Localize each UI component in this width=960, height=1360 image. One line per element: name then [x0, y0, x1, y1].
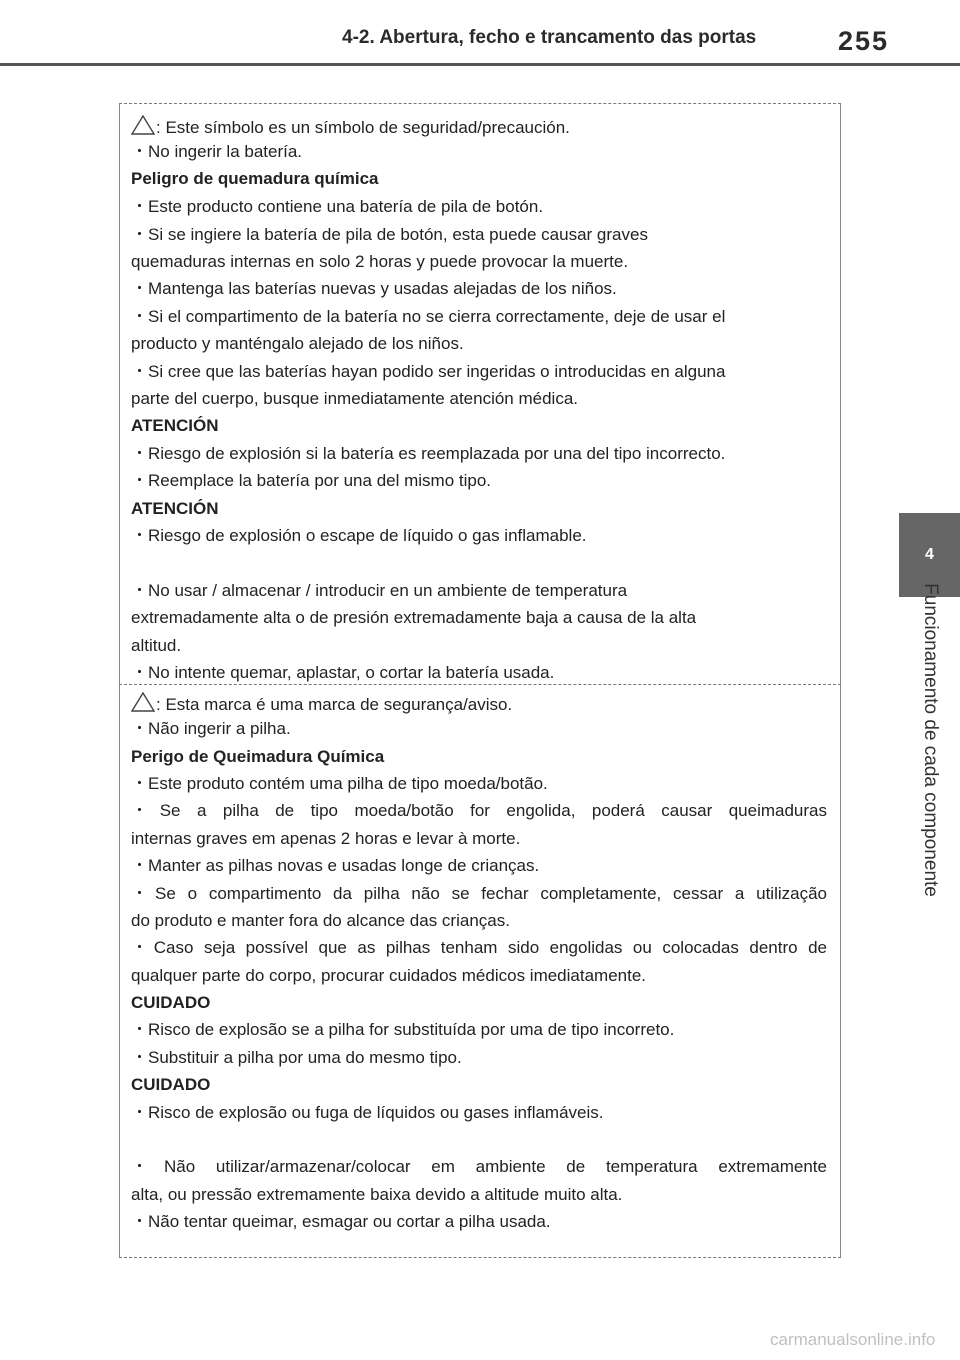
caution-triangle-icon	[131, 115, 155, 140]
list-item: ・Caso seja possível que as pilhas tenham sido engolidas ou colocadas dentro de	[131, 938, 827, 957]
portuguese-symbol-note	[131, 692, 512, 717]
list-item: ・Se a pilha de tipo moeda/botão for engolida, poderá causar queimaduras	[131, 801, 827, 820]
list-item: ・Não tentar queimar, esmagar ou cortar a pilha usada.	[131, 1212, 551, 1231]
section-heading: CUIDADO	[131, 993, 211, 1012]
list-item: ・No ingerir la batería.	[131, 142, 303, 161]
list-item: ・Riesgo de explosión si la batería es reemplazada por una del tipo incorrecto.	[131, 444, 726, 463]
section-heading: Perigo de Queimadura Química	[131, 747, 385, 766]
list-item-continuation: qualquer parte do corpo, procurar cuidados médicos imediatamente.	[131, 966, 647, 985]
list-item-continuation: internas graves em apenas 2 horas e levar à morte.	[131, 829, 521, 848]
list-item: ・Risco de explosão se a pilha for substituída por uma de tipo incorreto.	[131, 1020, 675, 1039]
section-heading: CUIDADO	[131, 1075, 211, 1094]
header-divider	[0, 63, 960, 66]
list-item-continuation: altitud.	[131, 636, 182, 655]
list-item: ・No intente quemar, aplastar, o cortar la batería usada.	[131, 663, 555, 682]
list-item: ・Este producto contiene una batería de pila de botón.	[131, 197, 544, 216]
list-item: ・Si cree que las baterías hayan podido ser ingeridas o introducidas en alguna	[131, 362, 726, 381]
spanish-symbol-note	[131, 115, 570, 140]
section-heading: Peligro de quemadura química	[131, 169, 379, 188]
symbol-note-text: : Este símbolo es un símbolo de seguridad/precaución.	[156, 118, 570, 137]
section-heading: ATENCIÓN	[131, 499, 219, 518]
list-item-continuation: do produto e manter fora do alcance das crianças.	[131, 911, 510, 930]
list-item: ・Este produto contém uma pilha de tipo moeda/botão.	[131, 774, 548, 793]
list-item: ・Não utilizar/armazenar/colocar em ambiente de temperatura extremamente	[131, 1157, 827, 1176]
list-item-continuation: parte del cuerpo, busque inmediatamente atención médica.	[131, 389, 579, 408]
list-item-continuation: producto y manténgalo alejado de los niños.	[131, 334, 464, 353]
page-number: 255	[838, 26, 890, 56]
list-item: ・No usar / almacenar / introducir en un ambiente de temperatura	[131, 581, 628, 600]
section-title: 4-2. Abertura, fecho e trancamento das portas	[342, 27, 757, 48]
section-heading: ATENCIÓN	[131, 416, 219, 435]
list-item: ・Risco de explosão ou fuga de líquidos ou gases inflamáveis.	[131, 1103, 604, 1122]
list-item: ・Não ingerir a pilha.	[131, 719, 291, 738]
list-item-continuation: extremadamente alta o de presión extremadamente baja a causa de la alta	[131, 608, 697, 627]
list-item: ・Si el compartimento de la batería no se cierra correctamente, deje de usar el	[131, 307, 726, 326]
list-item: ・Reemplace la batería por una del mismo tipo.	[131, 471, 492, 490]
site-watermark: carmanualsonline.info	[770, 1330, 936, 1349]
list-item: ・Si se ingiere la batería de pila de botón, esta puede causar graves	[131, 225, 648, 244]
symbol-note-text: : Esta marca é uma marca de segurança/aviso.	[156, 695, 513, 714]
list-item: ・Riesgo de explosión o escape de líquido o gas inflamable.	[131, 526, 587, 545]
caution-triangle-icon	[131, 692, 155, 717]
list-item: ・Mantenga las baterías nuevas y usadas alejadas de los niños.	[131, 279, 617, 298]
list-item: ・Substituir a pilha por uma do mesmo tipo.	[131, 1048, 462, 1067]
chapter-number: 4	[925, 546, 934, 563]
list-item: ・Se o compartimento da pilha não se fechar completamente, cessar a utilização	[131, 884, 827, 903]
chapter-label: Funcionamento de cada componente	[920, 583, 941, 897]
list-item: ・Manter as pilhas novas e usadas longe de crianças.	[131, 856, 540, 875]
list-item-continuation: quemaduras internas en solo 2 horas y puede provocar la muerte.	[131, 252, 629, 271]
list-item-continuation: alta, ou pressão extremamente baixa devido a altitude muito alta.	[131, 1185, 623, 1204]
